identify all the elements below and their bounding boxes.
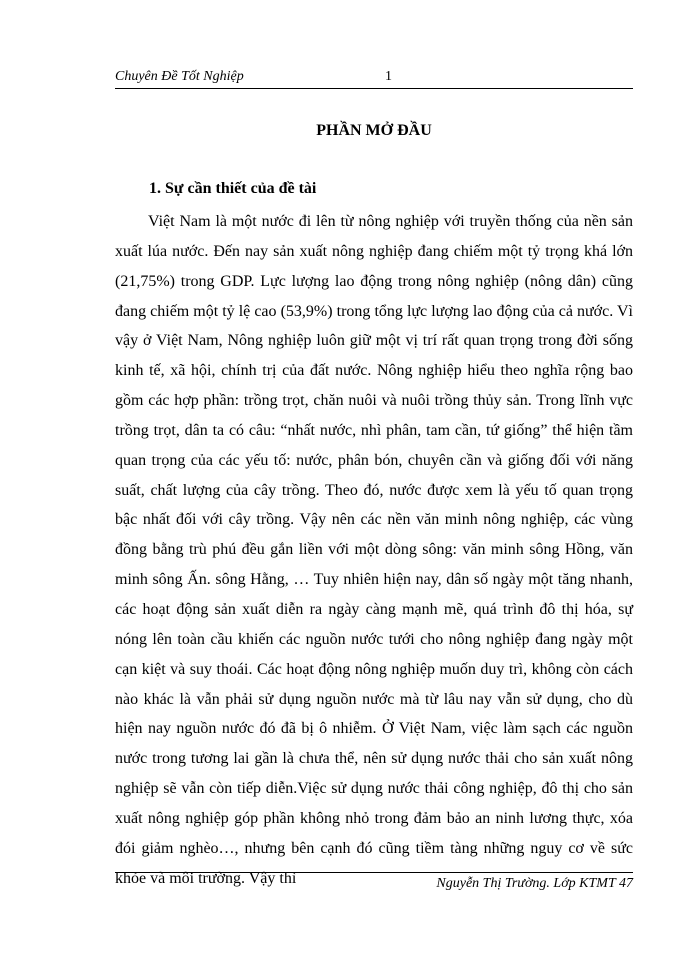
- body-paragraph: Việt Nam là một nước đi lên từ nông nghiệp với truyền thống của nền sản xuất lúa nước. Đến nay sản xuất nông nghiệp đang chiếm một tỷ trọng khá lớn (21,75%) trong GDP. Lực lượng lao động trong nông nghiệp (nông dân) cũng đang chiếm một tỷ lệ cao (53,9%) trong tổng lực lượng lao động của cả nước. Vì vậy ở Việt Nam, Nông nghiệp luôn giữ một vị trí rất quan trọng trong đời sống kinh tế, xã hội, chính trị của đất nước. Nông nghiệp hiểu theo nghĩa rộng bao gồm các hợp phần: trồng trọt, chăn nuôi và nuôi trồng thủy sản. Trong lĩnh vực trồng trọt, dân ta có câu: “nhất nước, nhì phân, tam cần, tứ giống” thể hiện tầm quan trọng của các yếu tố: nước, phân bón, chuyên cần và giống đối với năng suất, chất lượng của cây trồng. Theo đó, nước được xem là yếu tố quan trọng bậc nhất đối với cây trồng. Vậy nên các nền văn minh nông nghiệp, các vùng đồng bằng trù phú đều gắn liền với một dòng sông: văn minh sông Hồng, văn minh sông Ấn. sông Hằng, … Tuy nhiên hiện nay, dân số ngày một tăng nhanh, các hoạt động sản xuất diễn ra ngày càng mạnh mẽ, quá trình đô thị hóa, sự nóng lên toàn cầu khiến các nguồn nước tưới cho nông nghiệp đang ngày một cạn kiệt và suy thoái. Các hoạt động nông nghiệp muốn duy trì, không còn cách nào khác là vẫn phải sử dụng nguồn nước mà từ lâu nay vẫn sử dụng, cho dù hiện nay nguồn nước đó đã bị ô nhiễm. Ở Việt Nam, việc làm sạch các nguồn nước trong tương lai gần là chưa thể, nên sử dụng nước thải cho sản xuất nông nghiệp sẽ vẫn còn tiếp diễn.Việc sử dụng nước thải công nghiệp, đô thị cho sản xuất nông nghiệp góp phần không nhỏ trong đảm bảo an ninh lương thực, xóa đói giảm nghèo…, nhưng bên cạnh đó cũng tiềm tàng những nguy cơ về sức khỏe và môi trường. Vậy thì: [115, 213, 633, 887]
- footer-author: Nguyễn Thị Trường. Lớp KTMT 47: [436, 876, 633, 891]
- document-title: PHẦN MỞ ĐẦU: [316, 122, 432, 139]
- section-heading: 1. Sự cần thiết của đề tài: [149, 180, 317, 197]
- page-footer: [115, 872, 633, 891]
- page-header: [115, 66, 633, 89]
- header-title: Chuyên Đề Tốt Nghiệp: [115, 69, 244, 84]
- page-number: 1: [385, 69, 392, 84]
